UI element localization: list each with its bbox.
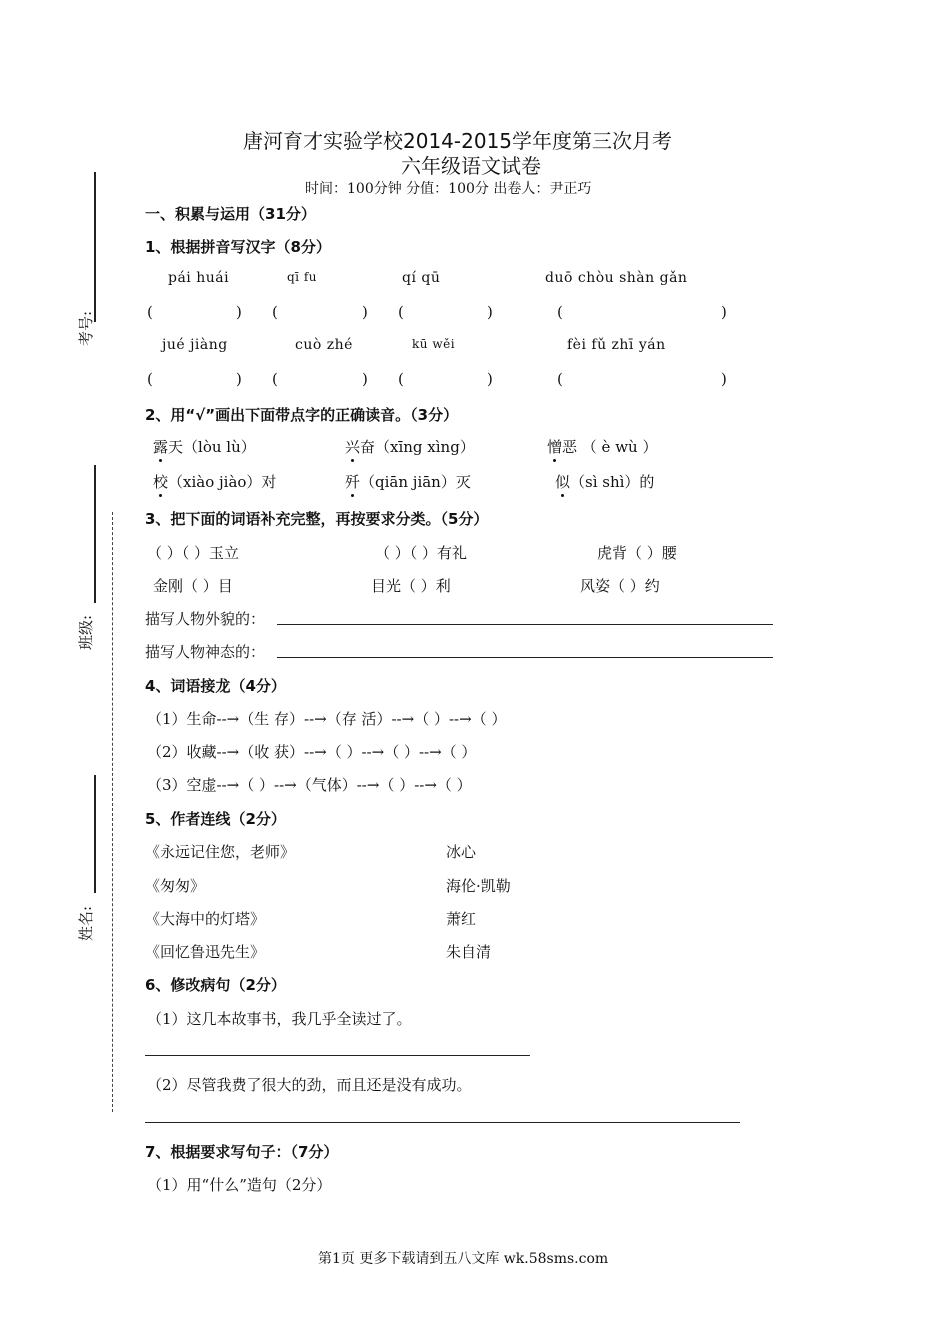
word-chain-line[interactable]: （1）生命--→（生 存）--→（存 活）--→（ ）--→（ ） <box>147 710 507 728</box>
q6-heading: 6、修改病句（2分） <box>145 976 286 994</box>
answer-paren[interactable]: ( <box>272 303 278 321</box>
answer-paren[interactable]: ( <box>557 303 563 321</box>
part1-heading: 一、积累与运用（31分） <box>145 205 316 223</box>
author-name[interactable]: 冰心 <box>446 843 477 861</box>
work-title[interactable]: 《永远记住您，老师》 <box>145 843 296 861</box>
q7-sentence-1: （1）用“什么”造句（2分） <box>147 1176 332 1194</box>
q5-heading: 5、作者连线（2分） <box>145 810 286 828</box>
q3-heading: 3、把下面的词语补充完整，再按要求分类。（5分） <box>145 510 489 528</box>
reading-options: 奋（xīng xìng） <box>360 438 475 456</box>
q7-heading: 7、根据要求写句子：（7分） <box>145 1143 339 1161</box>
answer-paren: ) <box>721 370 727 388</box>
idiom-blank[interactable]: 目光（ ）利 <box>371 577 451 595</box>
reading-options: （sì shì）的 <box>570 473 655 491</box>
work-title[interactable]: 《大海中的灯塔》 <box>145 910 266 928</box>
name-label: 姓名: <box>77 905 96 942</box>
answer-paren: ) <box>487 303 493 321</box>
reading-item[interactable] <box>153 471 276 492</box>
dotted-char: 似 <box>555 473 571 491</box>
spirit-answer-line[interactable] <box>277 657 773 658</box>
dotted-char: 校 <box>153 473 169 491</box>
work-title[interactable]: 《匆匆》 <box>145 877 206 895</box>
binding-dashed-line <box>112 512 113 1112</box>
sentence-2: （2）尽管我费了很大的劲，而且还是没有成功。 <box>147 1076 472 1094</box>
answer-paren: ) <box>236 303 242 321</box>
spirit-label: 描写人物神态的： <box>145 643 266 661</box>
appearance-answer-line[interactable] <box>277 624 773 625</box>
word-chain-line[interactable]: （2）收藏--→（收 获）--→（ ）--→（ ）--→（ ） <box>147 743 477 761</box>
reading-item[interactable] <box>547 436 657 457</box>
dotted-char: 歼 <box>345 473 361 491</box>
author-name[interactable]: 海伦·凯勒 <box>446 877 511 895</box>
pinyin: duō chòu shàn gǎn <box>545 270 688 286</box>
answer-paren[interactable]: ( <box>398 370 404 388</box>
idiom-blank[interactable]: （ ）（ ）玉立 <box>147 544 240 562</box>
reading-item[interactable] <box>345 471 471 492</box>
answer-paren: ) <box>721 303 727 321</box>
exam-title: 唐河育才实验学校2014-2015学年度第三次月考 <box>243 129 673 153</box>
idiom-blank[interactable]: 虎背（ ）腰 <box>597 544 677 562</box>
q1-heading: 1、根据拼音写汉字（8分） <box>145 238 331 256</box>
reading-options: （xiào jiào）对 <box>168 473 277 491</box>
class-label: 班级: <box>77 614 96 651</box>
pinyin: fèi fǔ zhī yán <box>567 337 666 353</box>
pinyin: kū wěi <box>412 337 456 351</box>
sentence-1-answer-line[interactable] <box>145 1055 530 1056</box>
dotted-char: 憎 <box>547 438 563 456</box>
pinyin: qī fu <box>287 270 318 284</box>
idiom-blank[interactable]: 金刚（ ）目 <box>153 577 233 595</box>
side-rule-top <box>94 172 96 322</box>
reading-options: 恶 （ è wù ） <box>562 438 658 456</box>
dotted-char: 兴 <box>345 438 361 456</box>
exam-meta: 时间：100分钟 分值：100分 出卷人：尹正巧 <box>305 181 592 197</box>
q4-heading: 4、词语接龙（4分） <box>145 677 286 695</box>
answer-paren: ) <box>487 370 493 388</box>
answer-paren: ) <box>236 370 242 388</box>
pinyin: qí qū <box>402 270 441 286</box>
answer-paren[interactable]: ( <box>147 303 153 321</box>
answer-paren[interactable]: ( <box>398 303 404 321</box>
reading-item[interactable] <box>555 471 654 492</box>
page-footer: 第1页 更多下载请到五八文库 wk.58sms.com <box>318 1251 609 1267</box>
author-name[interactable]: 朱自清 <box>446 943 492 961</box>
pinyin: pái huái <box>168 270 230 286</box>
sentence-1: （1）这几本故事书，我几乎全读过了。 <box>147 1010 412 1028</box>
dotted-char: 露 <box>153 438 169 456</box>
appearance-label: 描写人物外貌的： <box>145 610 266 628</box>
answer-paren[interactable]: ( <box>557 370 563 388</box>
side-rule-bottom <box>94 775 96 893</box>
idiom-blank[interactable]: 风姿（ ）约 <box>580 577 660 595</box>
idiom-blank[interactable]: （ ）（ ）有礼 <box>375 544 468 562</box>
pinyin: cuò zhé <box>295 337 353 353</box>
pinyin: jué jiàng <box>162 337 228 353</box>
exam-subtitle: 六年级语文试卷 <box>401 154 541 178</box>
work-title[interactable]: 《回忆鲁迅先生》 <box>145 943 266 961</box>
reading-options: （qiān jiān）灭 <box>360 473 471 491</box>
reading-item[interactable] <box>345 436 475 457</box>
reading-item[interactable] <box>153 436 256 457</box>
exam-number-label: 考号: <box>77 310 96 347</box>
sentence-2-answer-line[interactable] <box>145 1122 740 1123</box>
answer-paren: ) <box>362 370 368 388</box>
answer-paren[interactable]: ( <box>272 370 278 388</box>
side-rule-middle <box>94 465 96 603</box>
answer-paren: ) <box>362 303 368 321</box>
reading-options: 天（lòu lù） <box>168 438 256 456</box>
q2-heading: 2、用“√”画出下面带点字的正确读音。（3分） <box>145 406 459 424</box>
author-name[interactable]: 萧红 <box>446 910 477 928</box>
answer-paren[interactable]: ( <box>147 370 153 388</box>
word-chain-line[interactable]: （3）空虚--→（ ）--→（气体）--→（ ）--→（ ） <box>147 776 472 794</box>
